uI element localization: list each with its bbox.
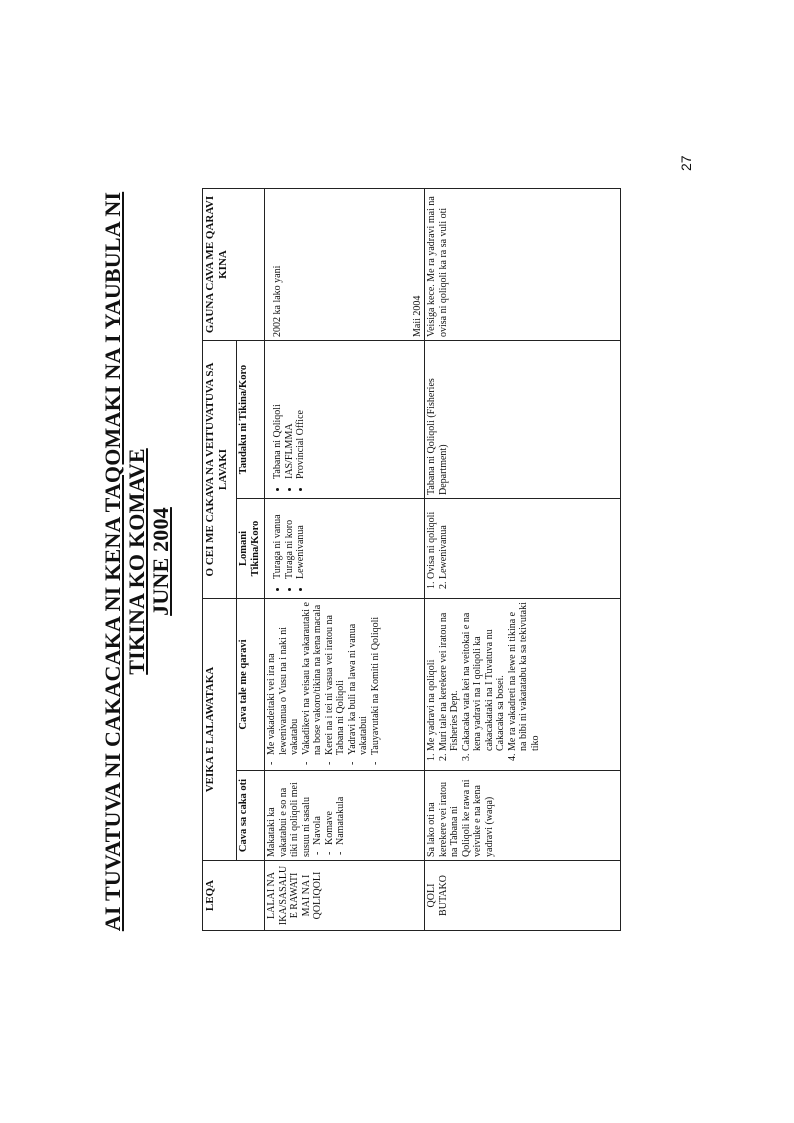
list-item: - Komave: [324, 774, 336, 845]
row1-gauna-top: 2002 ka lako yani: [272, 265, 283, 337]
page-number: 27: [678, 155, 694, 171]
list-item: - Kerei na i tei ni vasua vei iratou na Tabana ni Qoliqoli: [324, 602, 347, 755]
row1-leqa: LALAI NA IKA/SASALU E RAWATI MAI NA I QOLIQOLI: [265, 861, 425, 931]
list-item: • IAS/FLMMA: [284, 344, 296, 479]
row2-taudaku: Tabana ni Qoliqoli (Fisheries Department): [425, 341, 621, 499]
document-title-line-3: JUNE 2004: [148, 507, 173, 616]
list-item: 1. Ovisa ni qoliqoli: [426, 502, 438, 579]
row2-sa-caka: Sa lako oti na kerekere vei iratou na Tabana ni Qoliqoli ke rawa ni veivuke e na kena yadravi (waqa): [425, 771, 621, 861]
list-item: • Tabana ni Qoliqoli: [272, 344, 284, 479]
row1-sa-caka: [265, 771, 425, 861]
header-veika: VEIKA E LALAWATAKA: [203, 599, 237, 861]
row2-gauna: Veisiga kece. Me ra yadravi mai na ovisa ni qoliqoli ka ra sa vuli oti: [425, 189, 621, 341]
row1-gauna-bottom: Maii 2004: [411, 295, 423, 337]
document-title-line-2: TIKINA KO KOMAVE: [124, 448, 149, 675]
table-row: [265, 189, 425, 931]
header-taudaku: Taudaku ni Tikina/Koro: [237, 341, 265, 499]
header-leqa: LEQA: [203, 861, 265, 931]
list-item: - Yadravi ka buli na lawa ni vanua vakatabui: [347, 602, 370, 755]
header-cava-sa-caka-oti: Cava sa caka oti: [237, 771, 265, 861]
header-gauna: GAUNA CAVA ME QARAVI KINA: [203, 189, 265, 341]
list-item: 1. Me yadravi na qoliqoli: [426, 602, 438, 751]
list-item: - Namatakula: [335, 774, 347, 845]
header-lomani: Lomani Tikina/Koro: [237, 499, 265, 599]
action-plan-table: [202, 188, 621, 931]
list-item: • Turaga ni koro: [284, 502, 296, 579]
row2-leqa: QOLI BUTAKO: [425, 861, 621, 931]
header-o-cei: O CEI ME CAKAVA NA VEITUVATUVA SA LAVAKI: [203, 341, 237, 599]
table-row: [425, 189, 621, 931]
list-item: • Lewenivanua: [295, 502, 307, 579]
header-cava-tale: Cava tale me qaravi: [237, 599, 265, 771]
row1-lomani: [265, 499, 425, 599]
list-item: 2. Lewenivanua: [438, 502, 450, 579]
row1-tale: [265, 599, 425, 771]
list-item: 2. Muri tale na kerekere vei iratou na Fisheries Dept.: [438, 602, 461, 751]
row1-sa-caka-intro: Makataki ka vakatabui e so na tiki ni qoliqoli mei susuu ni sasalu: [266, 782, 312, 857]
row2-lomani: [425, 499, 621, 599]
list-item: • Turaga ni vanua: [272, 502, 284, 579]
row1-taudaku: [265, 341, 425, 499]
row1-gauna: [265, 189, 425, 341]
list-item: - Tauyavutaki na Komiti ni Qoliqoli: [370, 602, 382, 755]
list-item: - Navola: [312, 774, 324, 845]
list-item: - Me vakadeitaki vei ira na lewenivanua o Vusu na i naki ni vakatabu: [266, 602, 301, 755]
list-item: - Vakadikevi na veisau ka vakarautaki e na bose vakoro/tikina na kena macala: [301, 602, 324, 755]
document-title-line-1: AI TUVATUVA NI CAKACAKA NI KENA TAQOMAKI NA I YAUBULA NI: [100, 191, 125, 932]
list-item: 4. Me ra vakadreti na lewe ni tikina e na bibi ni vakatatabu ka sa tekivutaki tiko: [507, 602, 542, 751]
row2-tale: [425, 599, 621, 771]
list-item: • Provincial Office: [295, 344, 307, 479]
list-item: 3. Cakacaka vata kei na veitokai e na kena yadravi na I qoliqoli ka cakacakataki na I Tuvatuva nu Cakacaka sa bosei.: [461, 602, 507, 751]
